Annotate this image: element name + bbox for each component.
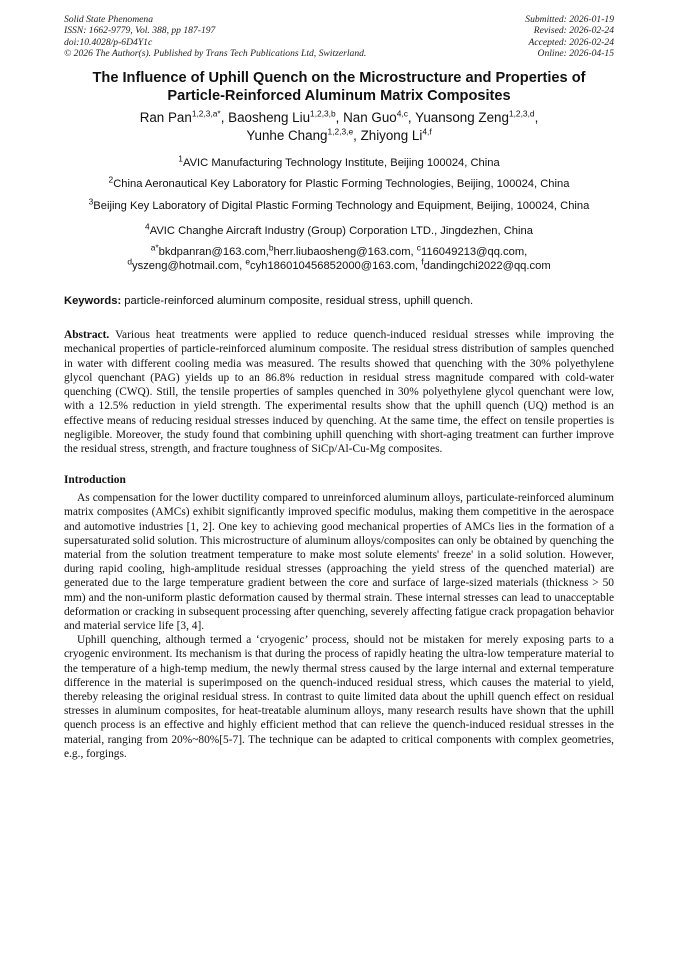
section-heading: Introduction bbox=[64, 474, 126, 487]
author-name: Yuansong Zeng bbox=[415, 109, 509, 125]
email-address[interactable]: yszeng@hotmail.com bbox=[132, 260, 240, 273]
author-sep: , bbox=[335, 109, 344, 125]
title-line: Particle-Reinforced Aluminum Matrix Composites bbox=[167, 87, 511, 104]
revised-date: Revised: 2026-02-24 bbox=[533, 25, 614, 37]
affiliation bbox=[64, 221, 614, 239]
author-line bbox=[64, 109, 614, 127]
email-sep: , bbox=[239, 260, 246, 273]
affiliation-num: 2 bbox=[108, 174, 114, 185]
affiliation-text: AVIC Changhe Aircraft Industry (Group) Corporation LTD., Jingdezhen, China bbox=[149, 225, 533, 238]
author-name: Yunhe Chang bbox=[246, 127, 328, 143]
keywords-label: Keywords: bbox=[64, 294, 122, 307]
issn: ISSN: 1662-9779, Vol. 388, pp 187-197 bbox=[64, 25, 216, 37]
email-sup: d bbox=[127, 256, 133, 267]
paragraph: Uphill quenching, although termed a ‘cryogenic’ process, should not be mistaken for merely exposing parts to a cryogenic environment. Its mechanism is that during the process of rapidly heating the ultra-low temperature material to the temperature of a high-temp medium, the newly thermal stress caused by the large internal and external temperature difference in the material is superimposed on the quench-induced residual stress, which causes the material to yield, thereby releasing the original residual stress. In contrast to quite limited data about the uphill quench effect on residual stresses in aluminum composites, for heat-treatable aluminum alloys, many research results have shown that the uphill quench process is an effective and highly efficient method that can relieve the quench-induced residual stresses in the material, ranging from 20%~80%[5-7]. The technique can be adapted to critical components with complex geometries, e.g., forgings. bbox=[64, 634, 614, 760]
email-address[interactable]: bkdpanran@163.com bbox=[158, 245, 266, 258]
affiliation-num: 3 bbox=[88, 196, 94, 207]
email-sep: , bbox=[265, 245, 269, 258]
email-sep: , bbox=[415, 260, 422, 273]
paragraph: As compensation for the lower ductility compared to unreinforced aluminum alloys, particulate-reinforced aluminum matrix composites (AMCs) exhibit significantly improved specific modulus, making them competitive in the aerospace and automotive industries [1, 2]. One key to achieving good mechanical properties of AMCs lies in the formation of a supersaturated solid solution. This microstructure of aluminum alloys/composites can only be obtained by quenching the material from the solution treatment temperature to make most solute elements' freeze' in a solid solution. However, during rapid cooling, high-amplitude residual stresses (approaching the yield stress of the quenched material) are generated due to the large temperature gradient between the core and surface of large-sized materials (thickness > 50 mm) and the non-uniform plastic deformation caused by thermal strain. These internal stresses can lead to unacceptable deformation or cracking in subsequent processing after quenching, severely affecting fatigue crack propagation behavior and material service life [3, 4]. bbox=[64, 492, 614, 632]
accepted-date: Accepted: 2026-02-24 bbox=[528, 36, 614, 48]
author-sep: , bbox=[534, 109, 539, 125]
author-list bbox=[64, 109, 614, 145]
author-name: Zhiyong Li bbox=[360, 127, 423, 143]
online-date: Online: 2026-04-15 bbox=[537, 47, 614, 59]
email-sup: f bbox=[421, 256, 424, 267]
email-line bbox=[64, 242, 614, 260]
email-sup: a* bbox=[150, 242, 159, 253]
affiliation-num: 4 bbox=[145, 221, 150, 232]
author-sep: , bbox=[407, 109, 416, 125]
affiliation bbox=[64, 196, 614, 214]
affiliation-num: 1 bbox=[178, 153, 183, 164]
email-sup: e bbox=[245, 256, 251, 267]
email-sup: b bbox=[268, 242, 274, 253]
author-sup: 1,2,3,e bbox=[327, 126, 354, 137]
author-sup: 4,f bbox=[422, 126, 432, 137]
author-sup: 1,2,3,a* bbox=[191, 108, 221, 119]
author-sep: , bbox=[220, 109, 229, 125]
abstract-text: Various heat treatments were applied to reduce quench-induced residual stresses while improving the mechanical properties of particle-reinforced aluminum composite. The residual stress distribution of samples quenched in water with different cooling media was measured. The results showed that quenching with the 30% polyethylene glycol quenchant (PAG) yields up to an 86.8% reduction in residual stress magnitude compared with cold-water quenching (CWQ). Still, the tensile properties of samples quenched in 30% polyethylene glycol quenchant were low, with a 12.5% reduction in yield strength. The experimental results show that the uphill quench (UQ) method is an effective means of reducing residual stresses induced by quenching. At the same time, the effect on tensile properties is negligible. Moreover, the study found that combining uphill quenching with short-aging treatment can further improve the residual stress, strength, and fracture toughness of SiCp/Al-Cu-Mg composites. bbox=[64, 329, 614, 455]
abstract-label: Abstract. bbox=[64, 329, 110, 342]
journal-header bbox=[64, 14, 614, 59]
keywords bbox=[64, 294, 614, 309]
author-name: Baosheng Liu bbox=[228, 109, 311, 125]
email-address[interactable]: dandingchi2022@qq.com bbox=[423, 260, 551, 273]
author-sup: 1,2,3,b bbox=[310, 108, 336, 119]
submitted-date: Submitted: 2026-01-19 bbox=[525, 14, 614, 25]
affiliation-text: AVIC Manufacturing Technology Institute, Beijing 100024, China bbox=[182, 156, 500, 169]
email-address[interactable]: herr.liubaosheng@163.com bbox=[273, 245, 411, 258]
email-list bbox=[64, 242, 614, 274]
email-address[interactable]: 116049213@qq.com bbox=[420, 245, 525, 258]
title-line: The Influence of Uphill Quench on the Microstructure and Properties of bbox=[92, 70, 586, 87]
keywords-text: particle-reinforced aluminum composite, residual stress, uphill quench. bbox=[121, 294, 474, 307]
doi: doi:10.4028/p-6D4Y1c bbox=[64, 36, 153, 48]
journal-info bbox=[64, 14, 366, 59]
affiliation-text: Beijing Key Laboratory of Digital Plastic Forming Technology and Equipment, Beijing, 100024, China bbox=[93, 199, 590, 212]
publication-dates bbox=[525, 14, 614, 59]
author-name: Ran Pan bbox=[139, 109, 192, 125]
copyright: © 2026 The Author(s). Published by Trans Tech Publications Ltd, Switzerland. bbox=[64, 47, 367, 59]
affiliation-text: China Aeronautical Key Laboratory for Plastic Forming Technologies, Beijing, 100024, China bbox=[113, 178, 570, 191]
author-sep: , bbox=[353, 127, 361, 143]
author-sup: 1,2,3,d bbox=[508, 108, 535, 119]
journal-name: Solid State Phenomena bbox=[64, 14, 153, 25]
email-line bbox=[64, 256, 614, 274]
paper-title bbox=[64, 70, 614, 106]
email-sup: c bbox=[416, 242, 421, 253]
author-sup: 4,c bbox=[396, 108, 408, 119]
affiliation bbox=[64, 174, 614, 192]
author-name: Nan Guo bbox=[343, 109, 397, 125]
email-sep: , bbox=[410, 245, 417, 258]
author-line bbox=[64, 127, 614, 145]
affiliation bbox=[64, 153, 614, 171]
email-address[interactable]: cyh186010456852000@163.com bbox=[250, 260, 416, 273]
abstract bbox=[64, 328, 614, 456]
email-sep: , bbox=[524, 245, 528, 258]
